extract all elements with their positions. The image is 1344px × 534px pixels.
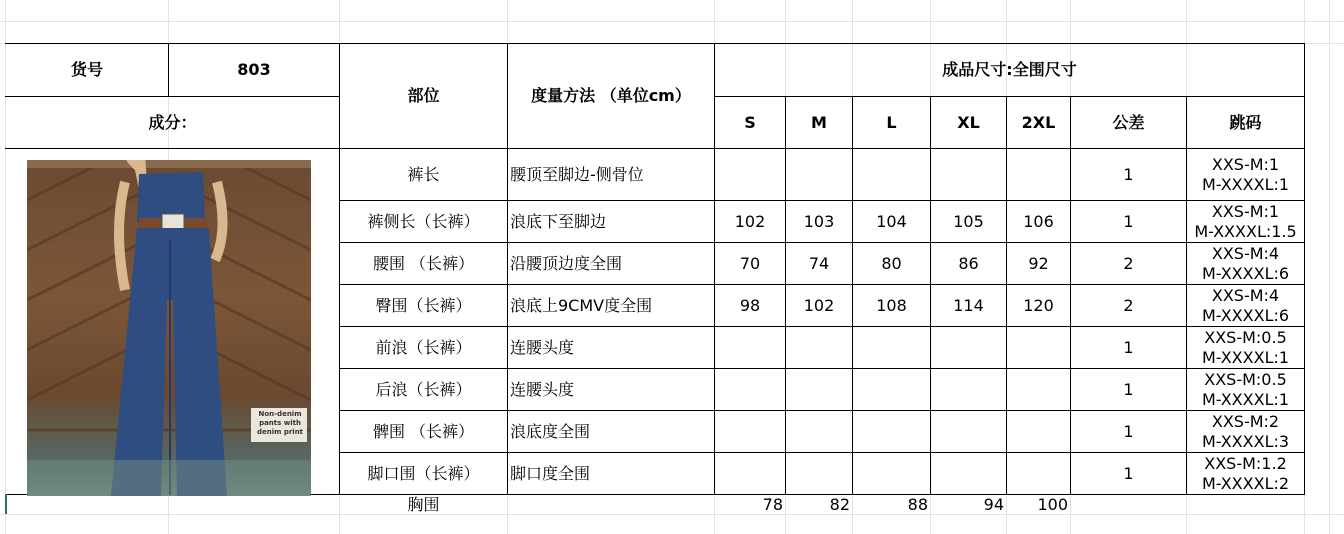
- size-value-cell[interactable]: [931, 453, 1006, 494]
- size-2xl-header: 2XL: [1021, 112, 1056, 132]
- composition-label[interactable]: 成分：: [148, 112, 197, 132]
- method-cell[interactable]: 浪底度全围: [510, 421, 591, 441]
- item-no-label: 货号: [70, 60, 103, 79]
- method-cell[interactable]: 脚口度全围: [510, 463, 591, 483]
- size-value-cell[interactable]: 98: [739, 295, 761, 315]
- size-value-cell[interactable]: 102: [803, 295, 835, 315]
- grading-line-1: XXS-M:4: [1211, 285, 1280, 305]
- size-value-cell[interactable]: [786, 411, 852, 452]
- chest-l-cell[interactable]: 88: [907, 494, 928, 514]
- tolerance-header: 公差: [1112, 112, 1145, 132]
- size-xl-header: XL: [957, 112, 980, 132]
- chest-m-cell[interactable]: 82: [829, 494, 850, 514]
- grading-cell[interactable]: [1187, 369, 1304, 410]
- chest-xl-cell[interactable]: 94: [983, 494, 1004, 514]
- size-value-cell[interactable]: 80: [881, 253, 902, 273]
- size-value-cell[interactable]: [1007, 149, 1070, 200]
- method-cell[interactable]: 浪底下至脚边: [510, 211, 607, 231]
- size-value-cell[interactable]: [786, 369, 852, 410]
- size-s-header: S: [744, 112, 756, 132]
- grading-line-2: M-XXXXL:3: [1201, 431, 1290, 451]
- grading-cell[interactable]: [1187, 453, 1304, 494]
- size-value-cell[interactable]: 105: [953, 211, 984, 231]
- chest-2xl-cell[interactable]: 100: [1037, 494, 1068, 514]
- grading-line-2: M-XXXXL:6: [1201, 263, 1290, 283]
- size-value-cell[interactable]: [1007, 411, 1070, 452]
- size-value-cell[interactable]: [1007, 327, 1070, 368]
- part-cell[interactable]: 臀围（长裤）: [375, 295, 472, 315]
- size-value-cell[interactable]: 92: [1028, 253, 1049, 273]
- method-cell[interactable]: 沿腰顶边度全围: [510, 253, 623, 273]
- grading-cell[interactable]: [1187, 327, 1304, 368]
- size-value-cell[interactable]: [786, 327, 852, 368]
- grading-line-2: M-XXXXL:2: [1201, 473, 1290, 493]
- size-value-cell[interactable]: 103: [803, 211, 835, 231]
- size-value-cell[interactable]: [715, 369, 785, 410]
- grading-line-1: XXS-M:4: [1211, 243, 1280, 263]
- size-value-cell[interactable]: 114: [953, 295, 984, 315]
- chest-s-cell[interactable]: 78: [762, 494, 783, 514]
- size-value-cell[interactable]: 70: [739, 253, 761, 273]
- tolerance-cell[interactable]: 1: [1123, 164, 1134, 184]
- grading-cell[interactable]: [1187, 243, 1304, 284]
- jumpsuit-illustration: [27, 160, 311, 496]
- size-value-cell[interactable]: [715, 327, 785, 368]
- size-value-cell[interactable]: [931, 411, 1006, 452]
- grading-cell[interactable]: [1187, 201, 1304, 242]
- tolerance-cell[interactable]: 1: [1123, 421, 1134, 441]
- grading-line-2: M-XXXXL:1: [1201, 389, 1290, 409]
- tolerance-cell[interactable]: 1: [1123, 379, 1134, 399]
- grading-line-1: XXS-M:1: [1211, 201, 1280, 221]
- grading-line-2: M-XXXXL:1: [1201, 347, 1290, 367]
- size-value-cell[interactable]: [853, 453, 930, 494]
- size-value-cell[interactable]: 106: [1023, 211, 1054, 231]
- size-value-cell[interactable]: 104: [876, 211, 907, 231]
- grading-line-1: XXS-M:0.5: [1204, 327, 1287, 347]
- part-cell[interactable]: 髀围 （长裤）: [372, 421, 475, 441]
- product-photo: [27, 160, 311, 496]
- chest-part-cell[interactable]: 胸围: [407, 494, 440, 514]
- grading-line-1: XXS-M:1: [1211, 154, 1280, 174]
- grading-cell[interactable]: [1187, 411, 1304, 452]
- grading-cell[interactable]: [1187, 285, 1304, 326]
- grading-line-2: M-XXXXL:6: [1201, 305, 1290, 325]
- grading-line-1: XXS-M:2: [1211, 411, 1280, 431]
- part-cell[interactable]: 前浪（长裤）: [375, 337, 472, 357]
- grading-line-2: M-XXXXL:1: [1201, 174, 1290, 194]
- tolerance-cell[interactable]: 2: [1123, 253, 1134, 273]
- size-value-cell[interactable]: [931, 369, 1006, 410]
- size-value-cell[interactable]: [853, 149, 930, 200]
- method-cell[interactable]: 连腰头度: [510, 379, 575, 399]
- size-value-cell[interactable]: 74: [808, 253, 830, 273]
- method-cell[interactable]: 浪底上9CMV度全围: [510, 295, 653, 315]
- part-cell[interactable]: 脚口围（长裤）: [367, 463, 480, 483]
- border-line: [1304, 43, 1305, 495]
- part-cell[interactable]: 后浪（长裤）: [375, 379, 472, 399]
- size-value-cell[interactable]: [1007, 369, 1070, 410]
- size-value-cell[interactable]: 102: [734, 211, 766, 231]
- size-value-cell[interactable]: [931, 149, 1006, 200]
- tolerance-cell[interactable]: 1: [1123, 337, 1134, 357]
- finished-size-header: 成品尺寸:全围尺寸: [942, 60, 1077, 79]
- grading-line-2: M-XXXXL:1.5: [1194, 221, 1297, 241]
- size-value-cell[interactable]: [786, 149, 852, 200]
- grading-header: 跳码: [1229, 112, 1262, 132]
- size-value-cell[interactable]: 120: [1023, 295, 1054, 315]
- size-value-cell[interactable]: 86: [958, 253, 979, 273]
- part-cell[interactable]: 裤侧长（长裤）: [367, 211, 480, 231]
- size-value-cell[interactable]: [1007, 453, 1070, 494]
- method-cell[interactable]: 腰顶至脚边-侧骨位: [510, 164, 644, 184]
- size-value-cell[interactable]: [715, 453, 785, 494]
- size-value-cell[interactable]: [715, 149, 785, 200]
- tolerance-cell[interactable]: 2: [1123, 295, 1134, 315]
- tolerance-cell[interactable]: 1: [1123, 211, 1134, 231]
- size-value-cell[interactable]: [786, 453, 852, 494]
- method-cell[interactable]: 连腰头度: [510, 337, 575, 357]
- method-header: 度量方法 （单位cm）: [531, 86, 691, 105]
- size-value-cell[interactable]: [853, 327, 930, 368]
- size-m-header: M: [811, 112, 827, 132]
- photo-caption: Non-denim pants with denim print: [256, 410, 304, 436]
- part-cell[interactable]: 裤长: [407, 164, 440, 184]
- grading-cell[interactable]: [1187, 149, 1304, 200]
- tolerance-cell[interactable]: 1: [1123, 463, 1134, 483]
- size-value-cell[interactable]: [715, 411, 785, 452]
- size-value-cell[interactable]: 108: [876, 295, 907, 315]
- selected-cell-indicator: [5, 494, 7, 514]
- grading-line-1: XXS-M:0.5: [1204, 369, 1287, 389]
- size-value-cell[interactable]: [853, 369, 930, 410]
- size-value-cell[interactable]: [931, 327, 1006, 368]
- part-cell[interactable]: 腰围 （长裤）: [372, 253, 475, 273]
- part-header: 部位: [407, 86, 440, 105]
- grading-line-1: XXS-M:1.2: [1204, 453, 1287, 473]
- size-value-cell[interactable]: [853, 411, 930, 452]
- item-no-value[interactable]: 803: [237, 60, 271, 79]
- size-l-header: L: [886, 112, 897, 132]
